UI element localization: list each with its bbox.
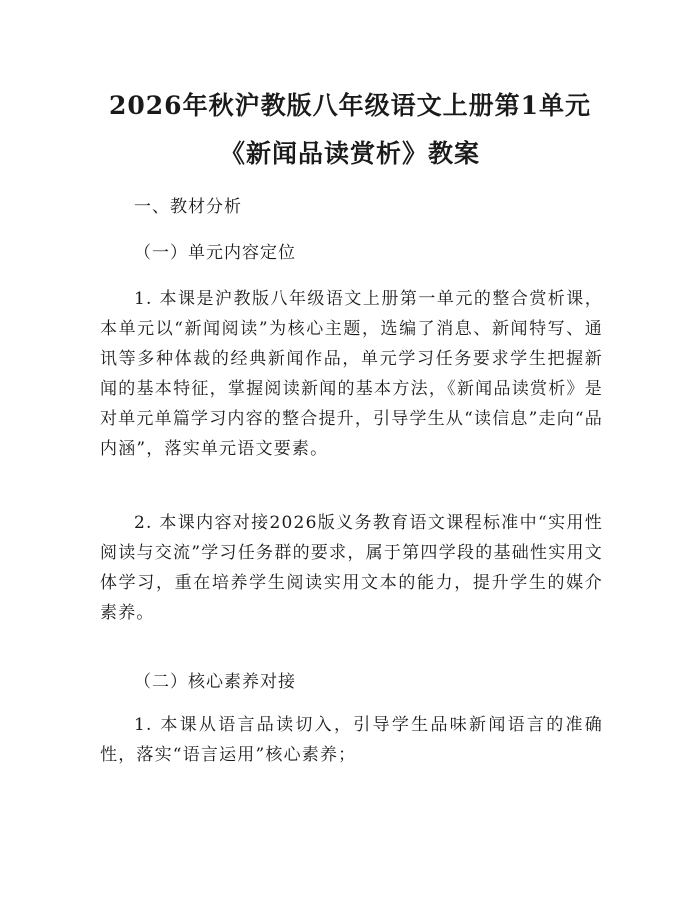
paragraph: 1. 本课是沪教版八年级语文上册第一单元的整合赏析课，本单元以“新闻阅读”为核心主题，选编了消息、新闻特写、通讯等多种体裁的经典新闻作品，单元学习任务要求学生把握新闻的基本特征，掌握阅读新闻的基本方法，《新闻品读赏析》是对单元单篇学习内容的整合提升，引导学生从“读信息”走向“品内涵”，落实单元语文要素。 <box>100 289 603 459</box>
subsection-heading: （二）核心素养对接 <box>134 672 296 692</box>
section-heading: 一、教材分析 <box>134 197 242 217</box>
paragraph: 2. 本课内容对接2026版义务教育语文课程标准中“实用性阅读与交流”学习任务群的要求，属于第四学段的基础性实用文体学习，重在培养学生阅读实用文本的能力，提升学生的媒介素养。 <box>100 513 603 623</box>
subsection-heading: （一）单元内容定位 <box>134 243 296 263</box>
paragraph: 1. 本课从语言品读切入，引导学生品味新闻语言的准确性，落实“语言运用”核心素养； <box>100 715 603 765</box>
document-title-line1: 2026年秋沪教版八年级语文上册第1单元 <box>109 91 591 120</box>
document-title-line2: 《新闻品读赏析》教案 <box>219 139 480 168</box>
